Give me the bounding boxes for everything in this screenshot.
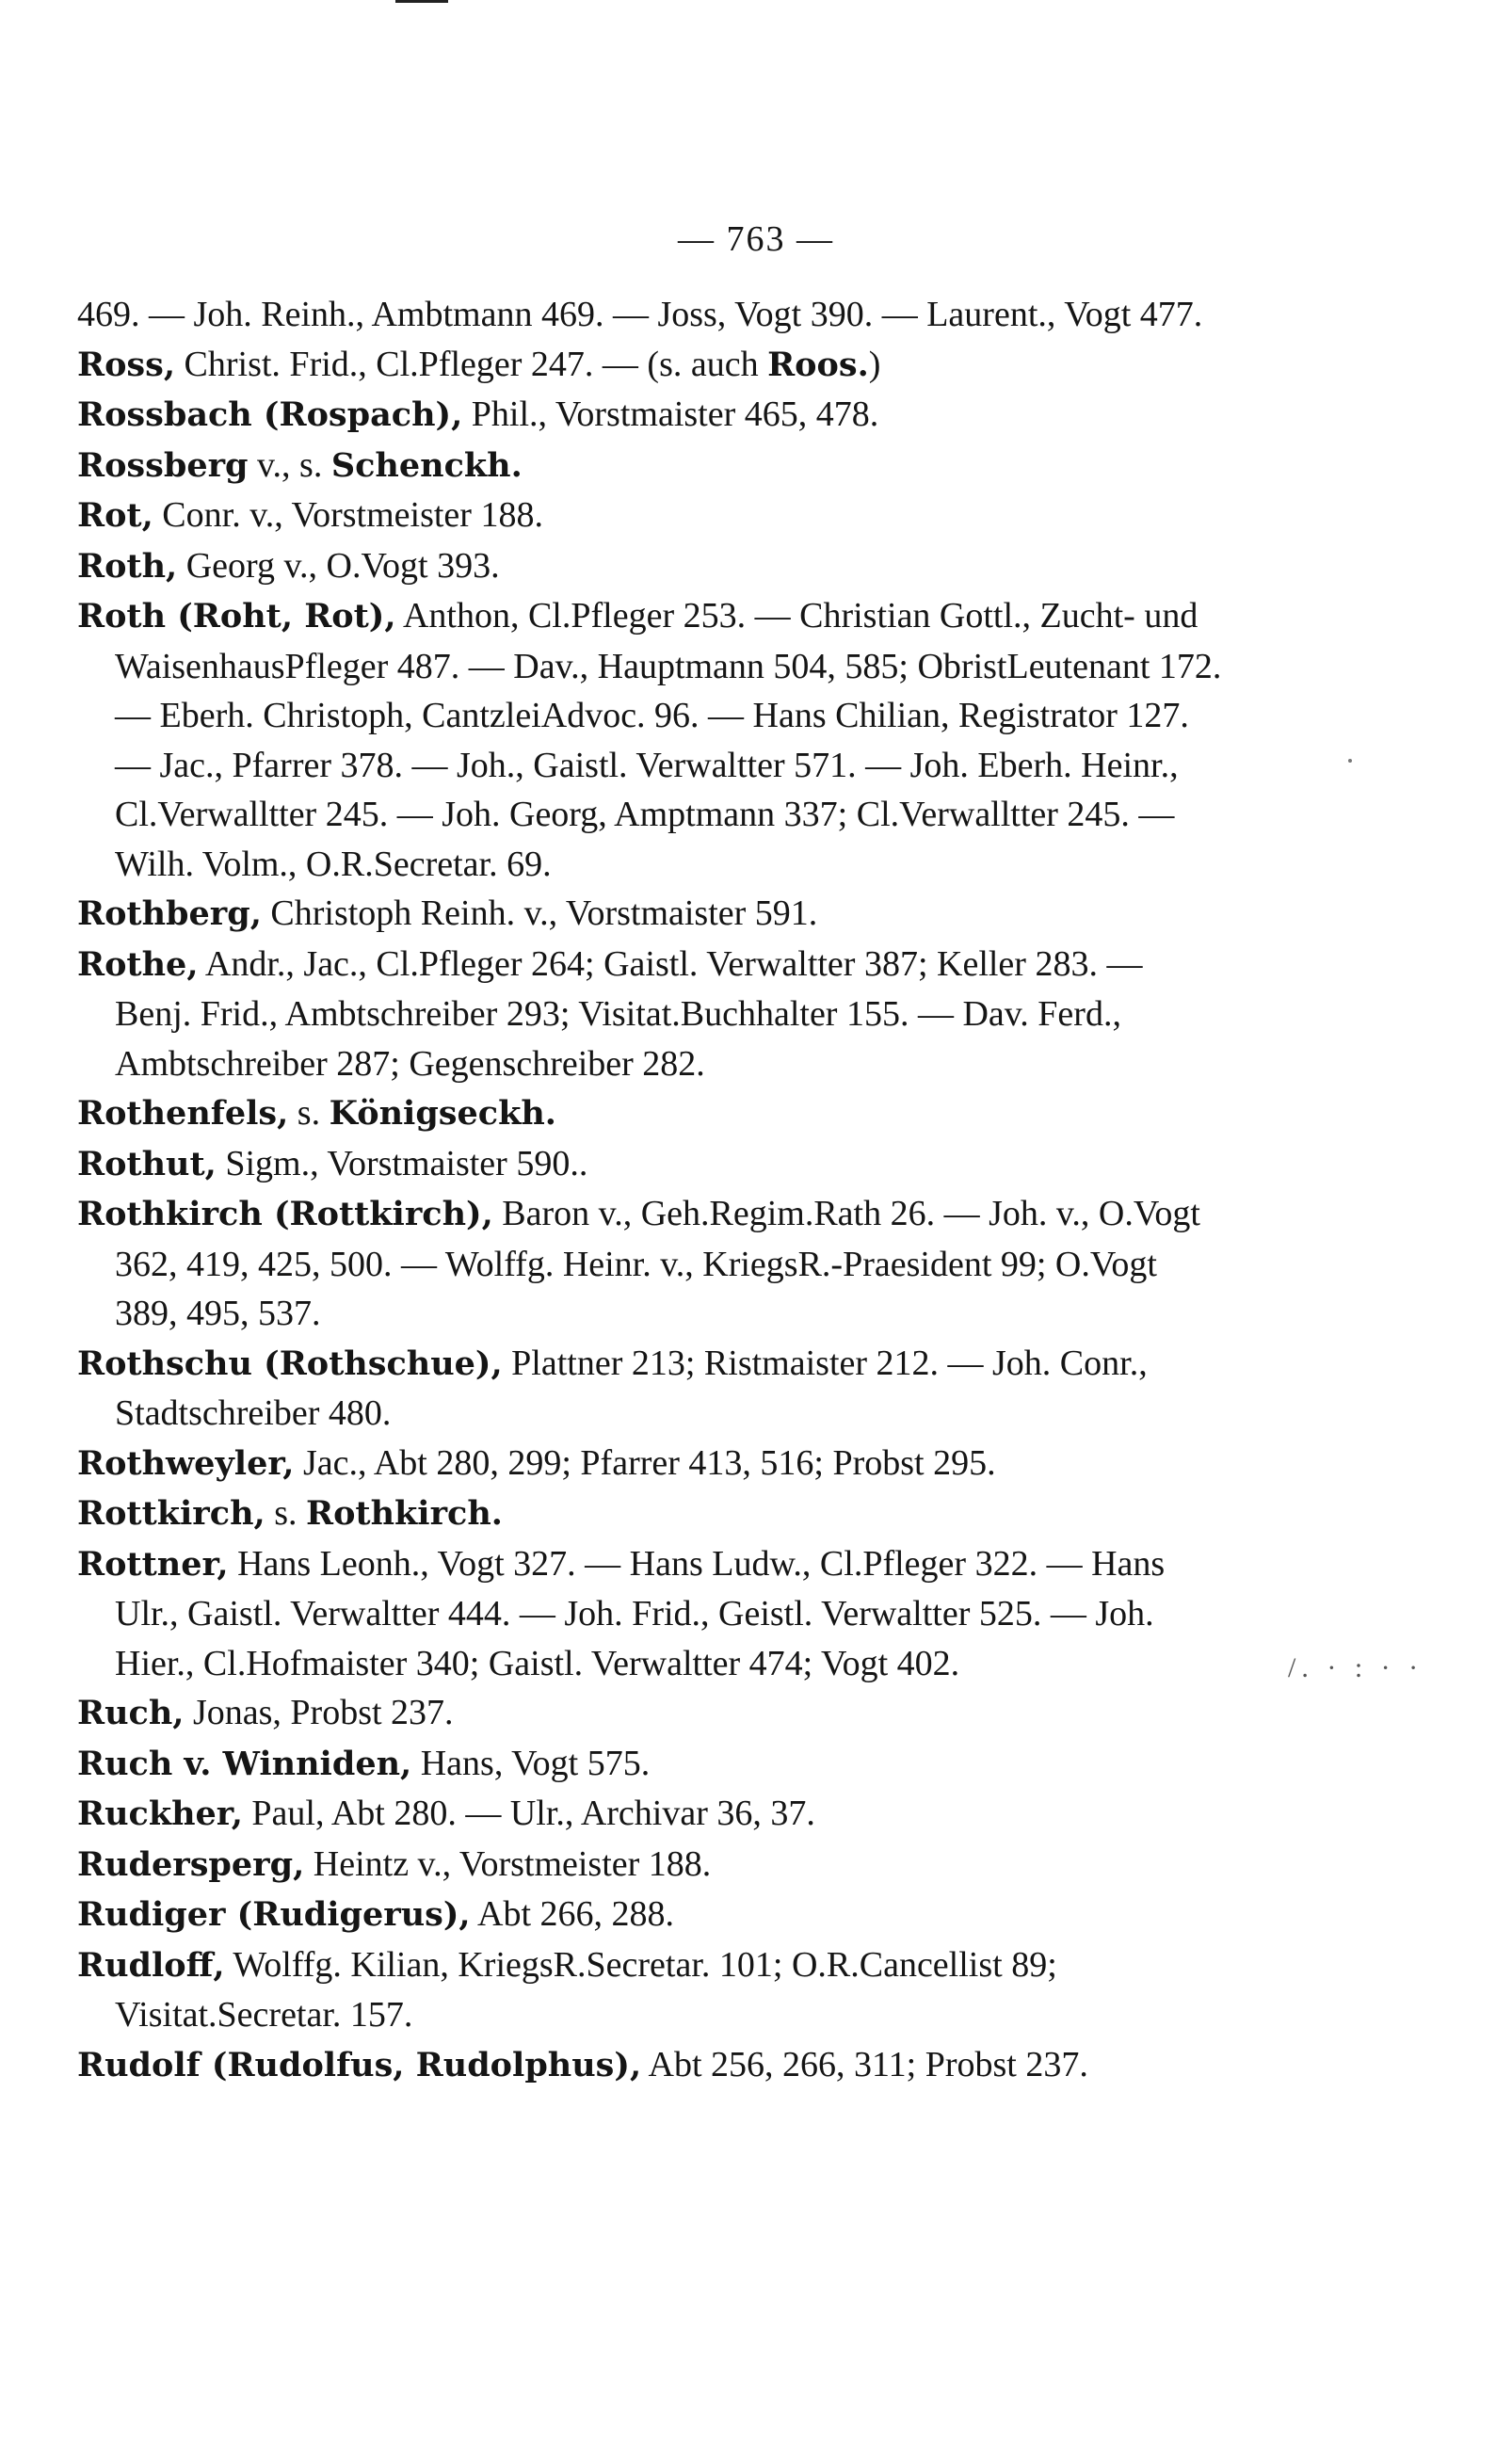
entry-cross-reference: Rothkirch. (306, 1494, 503, 1533)
entry-text: Jac., Abt 280, 299; Pfarrer 413, 516; Probst 295. (294, 1442, 996, 1483)
entry-headword: Rottkirch, (77, 1494, 265, 1533)
entry-headword: Rothkirch (Rottkirch), (77, 1195, 493, 1233)
entry-text: Andr., Jac., Cl.Pfleger 264; Gaistl. Verwaltter 387; Keller 283. — Benj. Frid., Ambtschreiber 293; Visitat.Buchhalter 155. — Dav. Ferd., Ambtschreiber 287; Gegenschreiber 282. (115, 943, 1143, 1084)
entry-headword: Rudiger (Rudigerus), (77, 1895, 471, 1934)
entry-text: Paul, Abt 280. — Ulr., Archivar 36, 37. (242, 1794, 815, 1833)
entry-text: Baron v., Geh.Regim.Rath 26. — Joh. v., O.Vogt 362, 419, 425, 500. — Wolffg. Heinr. v., KriegsR.-Praesident 99; O.Vogt 389, 495, 537. (115, 1194, 1200, 1333)
index-entry (77, 390, 1226, 441)
entry-headword: Rothut, (77, 1144, 217, 1183)
entry-text: Anthon, Cl.Pfleger 253. — Christian Gottl., Zucht- und WaisenhausPfleger 487. — Dav., Hauptmann 504, 585; ObristLeutenant 172. — Eberh. Christoph, CantzleiAdvoc. 96. — Hans Chilian, Registrator 127. — Jac., Pfarrer 378. — Joh., Gaistl. Verwaltter 571. — Joh. Eberh. Heinr., Cl.Verwalltter 245. — Joh. Georg, Amptmann 337; Cl.Verwalltter 245. — Wilh. Volm., O.R.Secretar. 69. (115, 596, 1222, 884)
index-entry (77, 541, 1226, 592)
entry-headword: Ruch, (77, 1694, 185, 1732)
entry-headword: Ruch v. Winniden, (77, 1744, 412, 1783)
index-entry (77, 2040, 1226, 2091)
entry-text: Sigm., Vorstmaister 590.. (216, 1143, 588, 1183)
continuation-entry: 469. — Joh. Reinh., Ambtmann 469. — Joss, Vogt 390. — Laurent., Vogt 477. (77, 295, 1203, 334)
entry-text: Abt 256, 266, 311; Probst 237. (641, 2044, 1088, 2084)
index-entry (77, 1688, 1226, 1739)
entry-text: Christoph Reinh. v., Vorstmaister 591. (261, 893, 818, 933)
margin-marks: /. · : · · (1288, 1652, 1424, 1683)
entry-headword: Rudloff, (77, 1945, 225, 1985)
entry-headword: Ross, (77, 345, 176, 384)
entry-headword: Rothberg, (77, 894, 262, 933)
index-entry (77, 1789, 1226, 1840)
entry-headword: Ruckher, (77, 1794, 243, 1833)
entry-headword: Rossberg (77, 445, 249, 485)
entry-text: Christ. Frid., Cl.Pfleger 247. — (s. auch (175, 344, 768, 384)
index-entry (77, 1439, 1226, 1489)
entry-headword: Rothenfels, (77, 1094, 289, 1133)
entry-headword: Rothe, (77, 944, 199, 984)
index-entry (77, 1139, 1226, 1190)
entry-text: s. (265, 1493, 306, 1533)
entry-cross-reference: Königseckh. (329, 1094, 556, 1133)
entry-headword: Rudolf (Rudolfus, Rudolphus), (77, 2045, 642, 2084)
index-entry (77, 940, 1226, 1089)
page-number: — 763 — (678, 219, 834, 259)
entry-text: Phil., Vorstmaister 465, 478. (462, 394, 879, 434)
entry-headword: Rot, (77, 496, 153, 535)
index-entry (77, 1189, 1226, 1339)
entry-text: v., s. (248, 444, 331, 485)
index-entry (77, 491, 1226, 541)
index-entry (77, 1339, 1226, 1439)
index-entry (77, 591, 1226, 889)
entry-tail: ) (868, 344, 881, 384)
top-rule (395, 0, 448, 3)
entry-text: Abt 266, 288. (470, 1894, 675, 1934)
entry-text: Plattner 213; Ristmaister 212. — Joh. Conr., Stadtschreiber 480. (115, 1343, 1148, 1433)
index-entry (77, 1940, 1226, 2040)
entry-headword: Roth, (77, 546, 178, 586)
entry-cross-reference: Schenckh. (330, 445, 523, 485)
entry-text: Jonas, Probst 237. (184, 1693, 454, 1732)
index-column (77, 290, 1226, 2090)
entry-headword: Rothschu (Rothschue), (77, 1344, 503, 1383)
entry-text: Hans Leonh., Vogt 327. — Hans Ludw., Cl.Pfleger 322. — Hans Ulr., Gaistl. Verwaltter 444. — Joh. Frid., Geistl. Verwaltter 525. — Joh. Hier., Cl.Hofmaister 340; Gaistl. Verwaltter 474; Vogt 402. (115, 1543, 1166, 1683)
entry-text: Wolffg. Kilian, KriegsR.Secretar. 101; O.R.Cancellist 89; Visitat.Secretar. 157. (115, 1944, 1057, 2035)
index-entry (77, 1840, 1226, 1891)
entry-text: s. (288, 1093, 330, 1133)
speck-mark (1348, 759, 1352, 763)
entry-headword: Rottner, (77, 1544, 229, 1584)
index-entry (77, 340, 1226, 391)
index-entry (77, 1890, 1226, 1940)
index-entry (77, 1488, 1226, 1539)
index-entry (77, 1539, 1226, 1689)
entry-cross-reference: Roos. (767, 345, 869, 384)
entry-headword: Rudersperg, (77, 1844, 305, 1884)
entry-text: Conr. v., Vorstmeister 188. (153, 495, 543, 535)
index-entry (77, 889, 1226, 940)
index-entry (77, 1739, 1226, 1790)
entry-text: Heintz v., Vorstmeister 188. (304, 1843, 712, 1884)
entry-text: Hans, Vogt 575. (411, 1743, 651, 1783)
entry-headword: Rossbach (Rospach), (77, 395, 463, 434)
index-entry (77, 441, 1226, 491)
entry-headword: Rothweyler, (77, 1443, 295, 1483)
index-entry (77, 1088, 1226, 1139)
entry-headword: Roth (Roht, Rot), (77, 597, 396, 636)
entry-text: Georg v., O.Vogt 393. (177, 545, 500, 586)
